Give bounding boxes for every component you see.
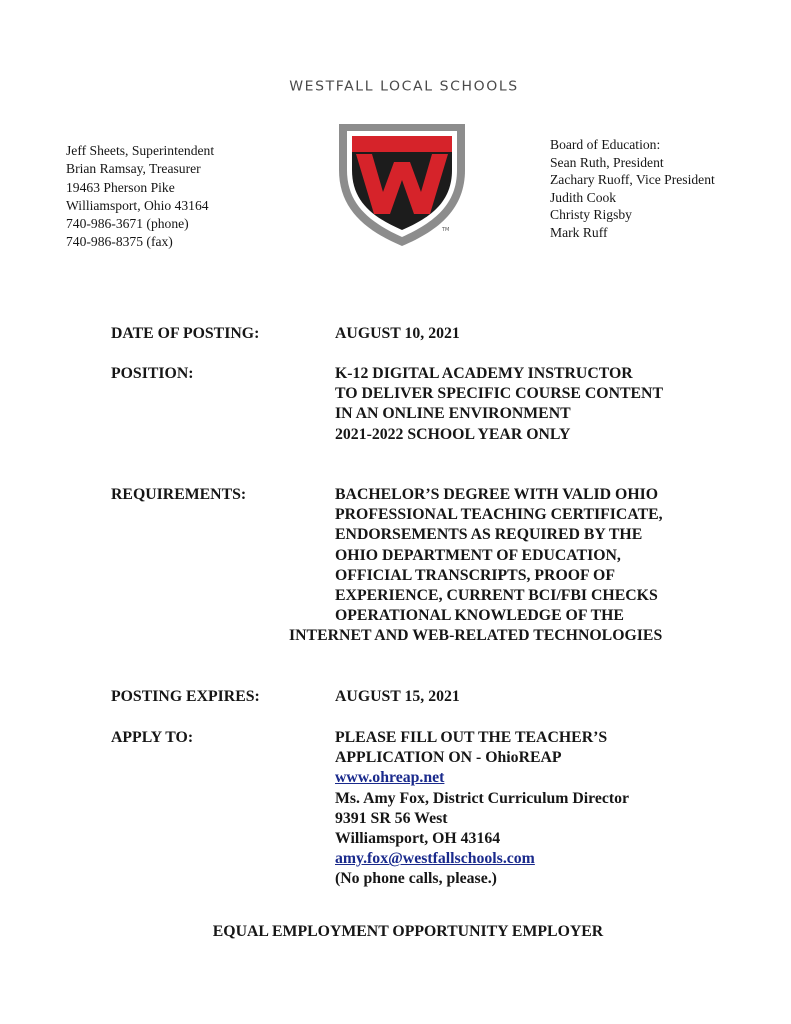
requirements-label: REQUIREMENTS: (111, 486, 247, 503)
ohioreap-link[interactable]: www.ohreap.net (335, 769, 445, 787)
phone-line: 740-986-3671 (phone) (66, 216, 189, 232)
date-of-posting-value: AUGUST 10, 2021 (335, 325, 460, 342)
requirements-last-line: INTERNET AND WEB-RELATED TECHNOLOGIES (289, 627, 663, 644)
requirements-value (335, 485, 663, 626)
contact-email-link[interactable]: amy.fox@westfallschools.com (335, 850, 535, 868)
board-member: Sean Ruth, President (550, 154, 664, 170)
treasurer-line: Brian Ramsay, Treasurer (66, 161, 201, 177)
position-line: TO DELIVER SPECIFIC COURSE CONTENT (335, 385, 664, 403)
board-member: Zachary Ruoff, Vice President (550, 172, 715, 188)
requirements-line: OHIO DEPARTMENT OF EDUCATION, (335, 546, 621, 564)
board-heading: Board of Education: (550, 137, 661, 152)
position-line: 2021-2022 SCHOOL YEAR ONLY (335, 425, 571, 443)
board-of-education-block (550, 136, 715, 242)
trademark-text: TM (442, 227, 450, 233)
apply-to-label: APPLY TO: (111, 729, 194, 746)
contact-city-line: Williamsport, OH 43164 (335, 830, 501, 848)
fax-line: 740-986-8375 (fax) (66, 234, 173, 250)
position-line: IN AN ONLINE ENVIRONMENT (335, 405, 571, 423)
superintendent-line: Jeff Sheets, Superintendent (66, 143, 215, 158)
board-member: Judith Cook (550, 189, 617, 205)
eeo-footer: EQUAL EMPLOYMENT OPPORTUNITY EMPLOYER (212, 923, 604, 940)
apply-to-value (335, 728, 629, 890)
apply-instruction-line: APPLICATION ON - OhioREAP (335, 749, 562, 767)
contact-name-line: Ms. Amy Fox, District Curriculum Director (335, 789, 630, 807)
requirements-line: BACHELOR’S DEGREE WITH VALID OHIO (335, 486, 659, 503)
requirements-line: OPERATIONAL KNOWLEDGE OF THE (335, 607, 624, 625)
position-label: POSITION: (111, 365, 194, 382)
board-member: Christy Rigsby (550, 207, 632, 223)
district-contact-block (66, 142, 214, 252)
requirements-line: EXPERIENCE, CURRENT BCI/FBI CHECKS (335, 587, 658, 605)
requirements-line: PROFESSIONAL TEACHING CERTIFICATE, (335, 506, 663, 524)
posting-expires-value: AUGUST 15, 2021 (335, 688, 460, 705)
position-line: K-12 DIGITAL ACADEMY INSTRUCTOR (335, 365, 633, 382)
city-line: Williamsport, Ohio 43164 (66, 197, 209, 213)
contact-street-line: 9391 SR 56 West (335, 809, 448, 827)
posting-expires-label: POSTING EXPIRES: (111, 688, 260, 705)
shield-logo-icon (336, 122, 472, 248)
requirements-line: OFFICIAL TRANSCRIPTS, PROOF OF (335, 566, 615, 584)
position-value (335, 364, 663, 445)
page-title: WESTFALL LOCAL SCHOOLS (289, 79, 519, 95)
no-calls-note: (No phone calls, please.) (335, 870, 497, 888)
school-logo (336, 122, 472, 248)
apply-instruction-line: PLEASE FILL OUT THE TEACHER’S (335, 729, 608, 746)
requirements-line: ENDORSEMENTS AS REQUIRED BY THE (335, 526, 643, 544)
board-member: Mark Ruff (550, 224, 608, 240)
street-line: 19463 Pherson Pike (66, 179, 175, 195)
date-of-posting-label: DATE OF POSTING: (111, 325, 260, 342)
